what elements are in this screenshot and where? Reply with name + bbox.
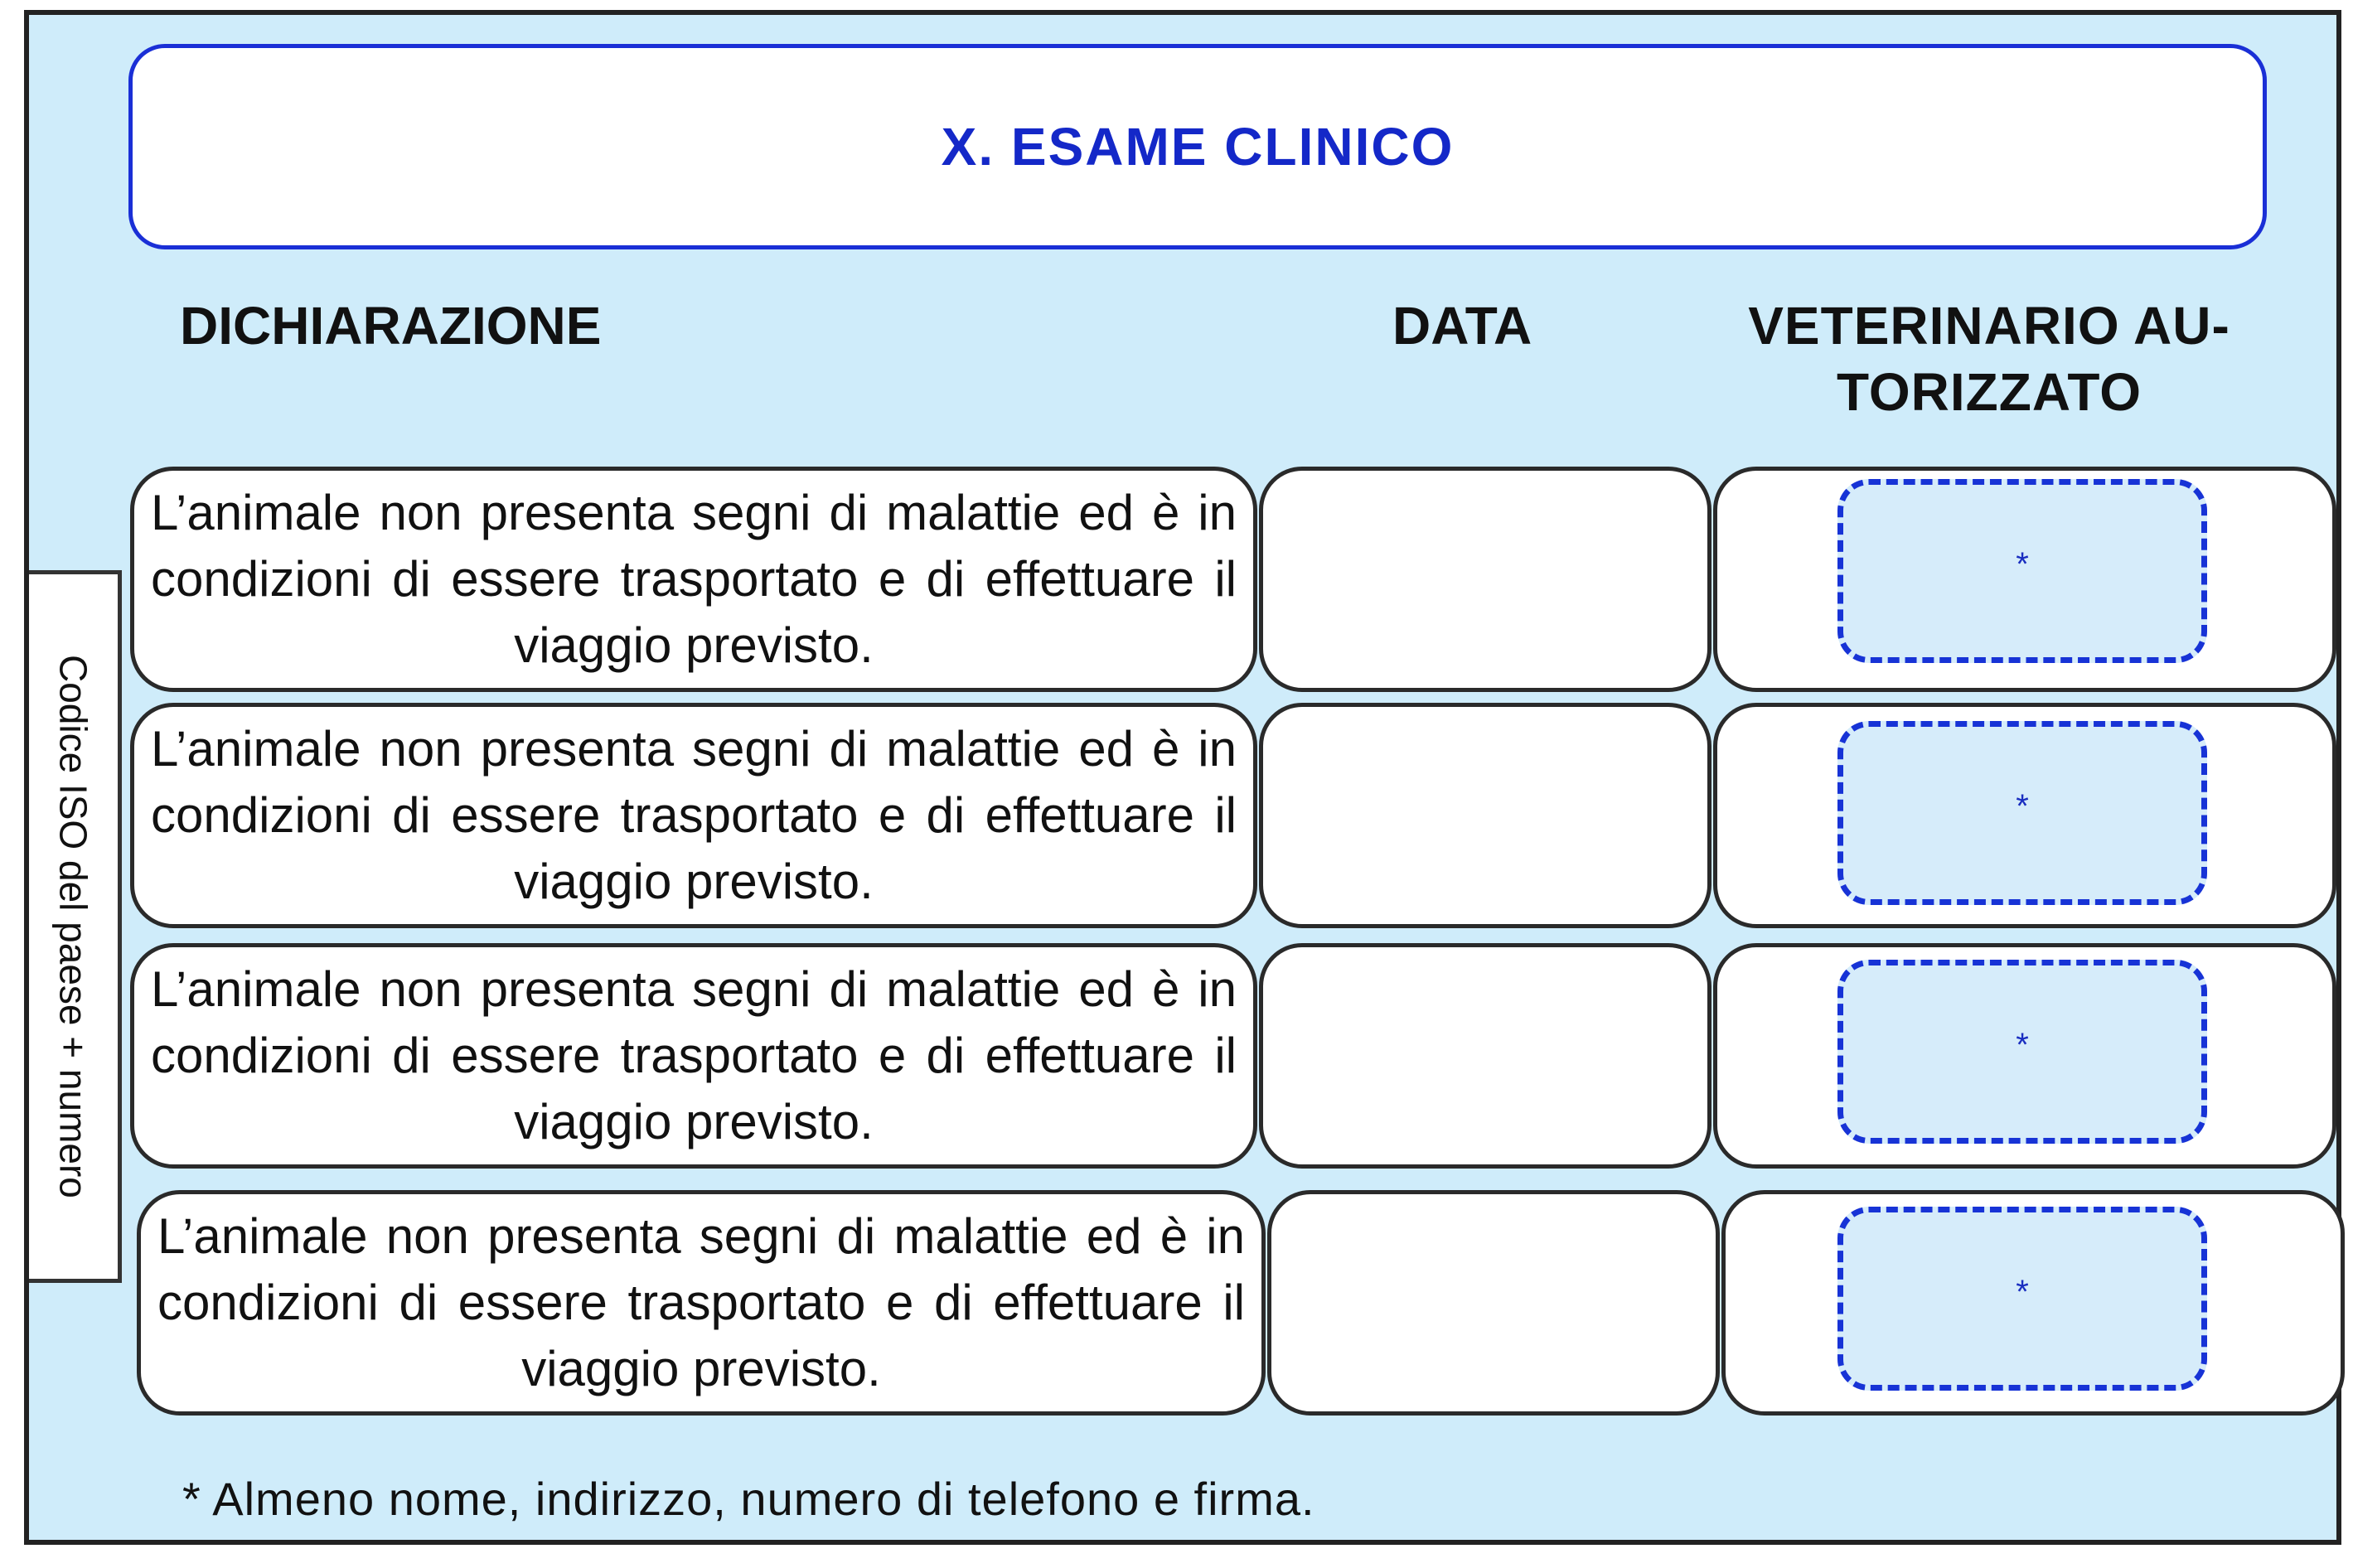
vet-signature-field-2[interactable] — [1837, 721, 2207, 905]
vet-signature-field-3[interactable] — [1837, 960, 2207, 1144]
statement-text-3: L’animale non presenta segni di malattie ed è in condizioni di essere trasportato e di effettuare il viaggio previsto. — [151, 961, 1237, 1149]
statement-cell-4 — [137, 1190, 1266, 1416]
asterisk-marker-2: * — [2016, 787, 2029, 825]
vet-signature-field-1[interactable] — [1837, 479, 2207, 663]
statement-text-2: L’animale non presenta segni di malattie ed è in condizioni di essere trasportato e di effettuare il viaggio previsto. — [151, 721, 1237, 909]
statement-text-4: L’animale non presenta segni di malattie ed è in condizioni di essere trasportato e di effettuare il viaggio previsto. — [157, 1208, 1245, 1396]
header-data: DATA — [1392, 296, 1532, 356]
side-label: Codice ISO del paese + numero — [51, 655, 95, 1198]
asterisk-marker-3: * — [2016, 1026, 2029, 1063]
statement-cell-2 — [130, 703, 1257, 928]
statement-cell-3 — [130, 943, 1257, 1169]
statement-cell-1 — [130, 467, 1257, 692]
section-title: X. ESAME CLINICO — [941, 117, 1455, 177]
side-label-tab — [29, 570, 122, 1283]
footnote: * Almeno nome, indirizzo, numero di telefono e firma. — [182, 1473, 1315, 1525]
asterisk-marker-1: * — [2016, 545, 2029, 583]
vet-signature-field-4[interactable] — [1837, 1207, 2207, 1391]
statement-text-1: L’animale non presenta segni di malattie ed è in condizioni di essere trasportato e di effettuare il viaggio previsto. — [151, 485, 1237, 673]
date-field-3[interactable] — [1259, 943, 1711, 1169]
form-panel — [24, 10, 2341, 1545]
date-field-2[interactable] — [1259, 703, 1711, 928]
header-dichiarazione: DICHIARAZIONE — [180, 296, 602, 356]
section-title-box — [128, 44, 2267, 249]
date-field-1[interactable] — [1259, 467, 1711, 692]
header-veterinario: VETERINARIO AU-TORIZZATO — [1748, 296, 2230, 422]
date-field-4[interactable] — [1267, 1190, 1720, 1416]
asterisk-marker-4: * — [2016, 1273, 2029, 1310]
